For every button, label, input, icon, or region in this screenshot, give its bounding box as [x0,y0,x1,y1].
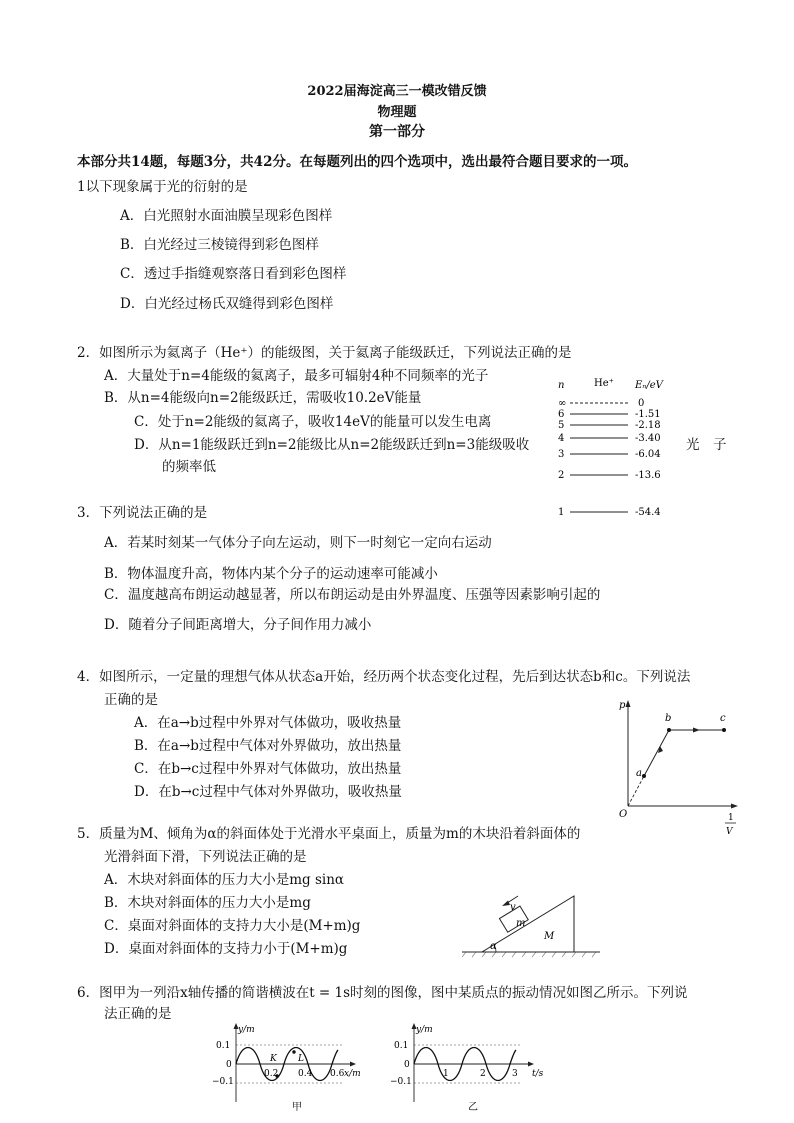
wave-ylabel: y/m [238,1025,255,1035]
q3-stem: 3．下列说法正确的是 [77,505,208,521]
q1-option-c: C．透过手指缝观察落日看到彩色图样 [120,266,347,282]
q4-option-d: D．在b→c过程中气体对外界做功，吸收热量 [134,784,402,800]
q2-option-b: B．从n=4能级向n=2能级跃迁，需吸收10.2eV能量 [104,390,422,406]
svg-text:-13.6: -13.6 [635,470,661,481]
q5-option-a: A．木块对斜面体的压力大小是mg sinα [104,872,345,888]
process-a-b [644,730,669,776]
wedge-mass-label: M [544,931,555,942]
vibration-tick-2: 2 [480,1069,486,1079]
incline-diagram [460,886,610,962]
vibration-xlabel: t/s [532,1069,544,1079]
table-hatching [462,952,596,957]
svg-text:-6.04: -6.04 [635,449,661,460]
vibration-graph-yi [390,1020,550,1115]
state-a-point [642,774,646,778]
q5-option-c: C．桌面对斜面体的支持力大小是(M+m)g [104,918,361,934]
q2-stray-text: 光 子 [686,437,727,453]
vibration-y-pos: 0.1 [394,1041,409,1051]
level-1 [558,507,661,518]
state-b-label: b [665,713,672,724]
q4-stem: 4．如图所示，一定量的理想气体从状态a开始，经历两个状态变化过程，先后到达状态b和c。下列说法 [77,669,691,685]
caption-jia: 甲 [292,1102,302,1113]
wave-zero: 0 [226,1060,232,1070]
exam-title: 2022届海淀高三一模改错反馈 [307,84,487,99]
wave-graph-jia [212,1020,362,1115]
origin-label: O [619,809,628,820]
svg-text:1: 1 [558,507,565,518]
q5-stem-cont: 光滑斜面下滑，下列说法正确的是 [104,849,307,865]
svg-text:3: 3 [558,449,565,460]
svg-text:-1.51: -1.51 [635,409,661,420]
q2-option-d-cont: 的频率低 [162,459,216,475]
vibration-zero: 0 [404,1060,410,1070]
energy-level-diagram [552,376,682,522]
q2-option-d: D．从n=1能级跃迁到n=2能级比从n=2能级跃迁到n=3能级吸收 [134,437,530,453]
part-title: 第一部分 [369,124,425,140]
axis-label-x-den: V [726,827,733,837]
level-5 [558,420,661,431]
state-b-point [667,728,671,732]
level-infinity [558,398,644,409]
q4-stem-cont: 正确的是 [104,692,158,708]
q6-stem: 6．图甲为一列沿x轴传播的简谐横波在t = 1s时刻的图像，图中某质点的振动情况如图乙所示。下列说 [77,985,688,1001]
point-l [292,1050,295,1053]
wave-tick-2: 0.4 [298,1069,313,1079]
block-mass-label: m [516,918,526,929]
state-a-label: a [636,768,642,779]
q5-option-d: D．桌面对斜面体的支持力小于(M+m)g [104,941,348,957]
level-3 [558,449,661,460]
subject-title: 物理题 [377,105,417,120]
extension-line [628,776,644,806]
q2-stem: 2．如图所示为氦离子（He⁺）的能级图，关于氦离子能级跃迁，下列说法正确的是 [77,345,572,361]
svg-text:2: 2 [558,470,565,481]
q1-stem: 1以下现象属于光的衍射的是 [77,179,248,195]
vibration-y-neg: −0.1 [390,1077,412,1087]
q1-option-b: B．白光经过三棱镜得到彩色图样 [120,237,319,253]
svg-text:4: 4 [558,433,565,444]
svg-text:-3.40: -3.40 [635,433,661,444]
q6-stem-cont: 法正确的是 [104,1006,172,1022]
wave-xlabel: x/m [344,1069,361,1079]
q3-option-c: C．温度越高布朗运动越显著，所以布朗运动是由外界温度、压强等因素影响引起的 [104,587,601,603]
q5-option-b: B．木块对斜面体的压力大小是mg [104,895,311,911]
q2-option-a: A．大量处于n=4能级的氦离子，最多可辐射4种不同频率的光子 [104,368,489,384]
velocity-label: v [510,902,516,913]
q3-option-a: A．若某时刻某一气体分子向左运动，则下一时刻它一定向右运动 [104,535,492,551]
wave-tick-3: 0.6 [330,1069,345,1079]
wave-y-neg: −0.1 [212,1077,234,1087]
svg-text:6: 6 [558,409,565,420]
vibration-tick-3: 3 [512,1069,518,1079]
level-6 [558,409,661,420]
q2-option-c: C．处于n=2能级的氦离子，吸收14eV的能量可以发生电离 [134,414,492,430]
axis-label-x-num: 1 [728,813,734,823]
caption-yi: 乙 [468,1102,478,1113]
q4-option-b: B．在a→b过程中气体对外界做功，放出热量 [134,738,402,754]
level-col-n: n [558,380,565,391]
svg-text:-2.18: -2.18 [635,420,661,431]
axis-label-p: p [619,700,626,711]
q3-option-d: D．随着分子间距离增大，分子间作用力减小 [104,617,372,633]
angle-label: α [490,941,497,952]
vibration-tick-1: 1 [443,1069,449,1079]
svg-text:0: 0 [638,398,645,409]
q1-option-a: A．白光照射水面油膜呈现彩色图样 [120,208,333,224]
q4-option-a: A．在a→b过程中外界对气体做功，吸收热量 [134,715,402,731]
wave-y-pos: 0.1 [216,1041,231,1051]
svg-text:∞: ∞ [558,398,567,409]
level-2 [558,470,661,481]
svg-text:5: 5 [558,420,565,431]
wave-tick-1: 0.2 [264,1069,279,1079]
p-inverse-v-graph [614,696,744,838]
q1-option-d: D．白光经过杨氏双缝得到彩色图样 [120,296,334,312]
q3-option-b: B．物体温度升高，物体内某个分子的运动速率可能减小 [104,566,438,582]
svg-text:-54.4: -54.4 [635,507,661,518]
level-4 [558,433,661,444]
level-col-energy: Eₙ/eV [635,380,663,391]
state-c-label: c [720,713,726,724]
level-col-ion: He⁺ [594,378,614,389]
q4-option-c: C．在b→c过程中外界对气体做功，放出热量 [134,761,402,777]
vibration-ylabel: y/m [416,1025,433,1035]
label-k: K [270,1054,277,1064]
instructions: 本部分共14题，每题3分，共42分。在每题列出的四个选项中，选出最符合题目要求的一项。 [77,154,637,170]
state-c-point [722,728,726,732]
q5-stem: 5．质量为M、倾角为α的斜面体处于光滑水平桌面上，质量为m的木块沿着斜面体的 [77,826,581,842]
label-l: L [298,1054,304,1064]
